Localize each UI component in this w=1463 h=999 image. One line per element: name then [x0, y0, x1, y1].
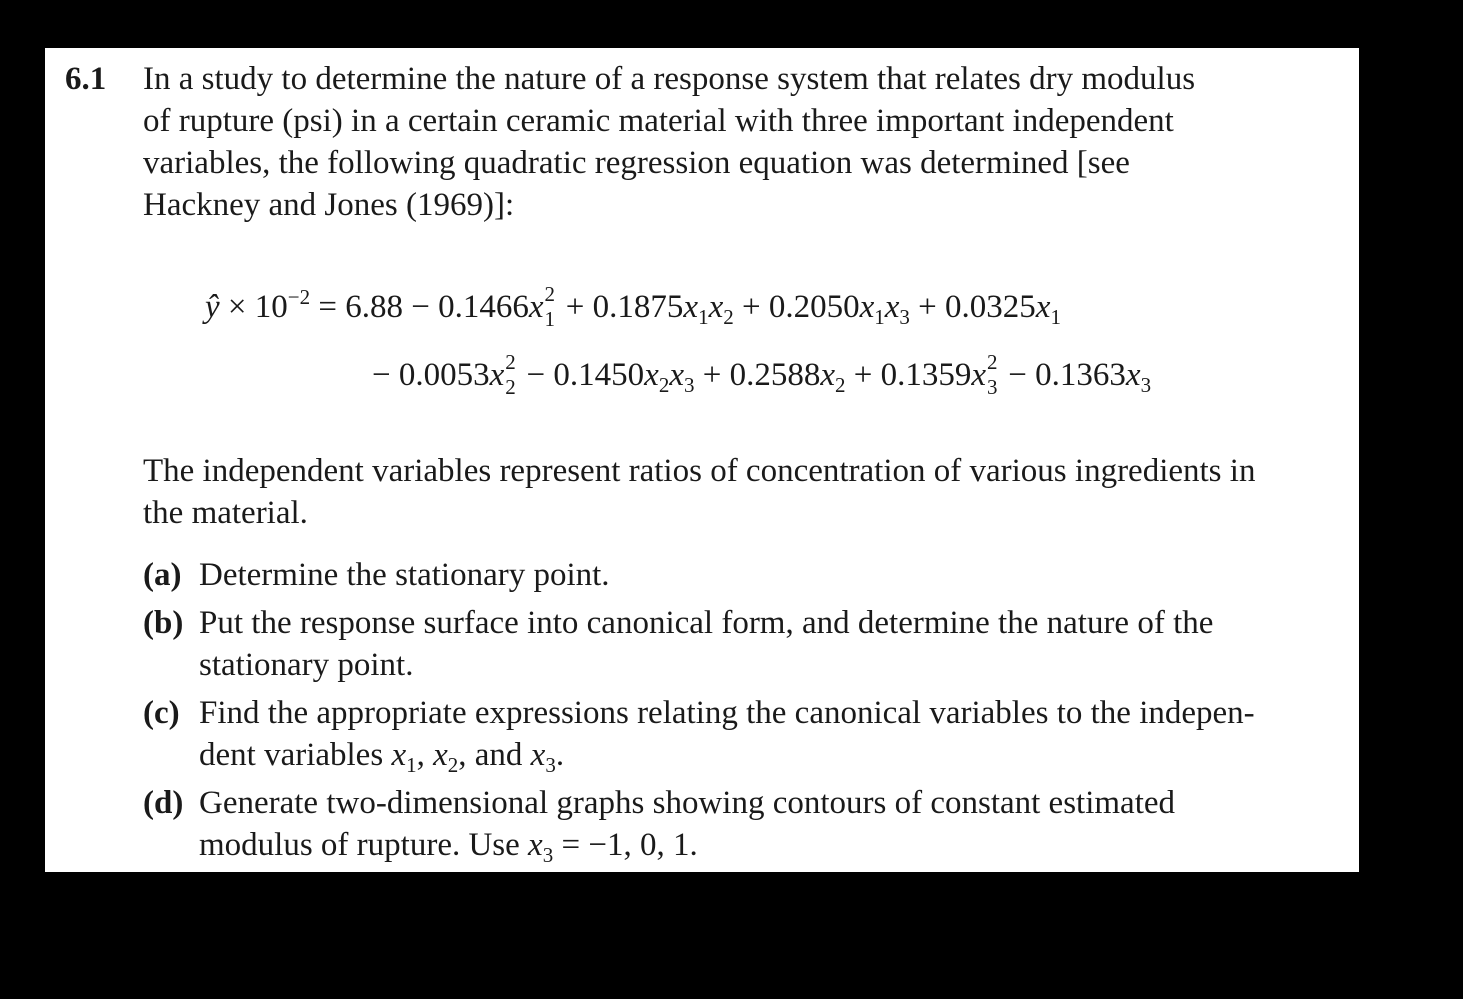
subscript: 2 — [835, 373, 846, 397]
equation-line-2 — [372, 350, 1152, 400]
coef-x1x3: 0.2050 — [768, 289, 860, 325]
subscript: 1 — [1050, 305, 1061, 329]
part-c-line-2 — [199, 734, 1291, 779]
y-hat: ŷ — [205, 289, 220, 325]
part-c-line-1: Find the appropriate expressions relating the canonical variables to the indepen- — [199, 695, 1255, 731]
intro-line-3: variables, the following quadratic regression equation was determined [see — [143, 145, 1130, 181]
part-d-prefix: modulus of rupture. Use — [199, 827, 520, 863]
coef-x1sq: 0.1466 — [438, 289, 529, 325]
comma: , — [458, 737, 467, 773]
equals-sign: = — [561, 827, 581, 863]
subscript: 1 — [874, 305, 885, 329]
coef-intercept: 6.88 — [345, 289, 403, 325]
part-d-line-2 — [199, 824, 1291, 869]
var-x: x — [820, 357, 835, 393]
part-c-prefix: dent variables — [199, 737, 384, 773]
var-x: x — [1125, 357, 1141, 393]
part-b-line-2: stationary point. — [199, 647, 414, 683]
sup-sub: 2 2 — [505, 350, 516, 400]
part-c-label: (c) — [143, 695, 180, 731]
coef-x1: 0.0325 — [945, 289, 1036, 325]
op: + — [565, 289, 585, 325]
var-x: x — [530, 737, 546, 773]
part-b-label: (b) — [143, 605, 184, 641]
var-x: x — [528, 827, 543, 863]
op: + — [918, 289, 937, 325]
power-base: 10 — [254, 289, 288, 325]
intro-line-1: In a study to determine the nature of a response system that relates dry modulus — [143, 61, 1196, 97]
op: − — [372, 357, 391, 393]
and-word: and — [474, 737, 523, 773]
subscript: 3 — [899, 305, 910, 329]
coef-x2sq: 0.0053 — [398, 357, 490, 393]
part-b-text — [199, 602, 1291, 686]
part-a-text: Determine the stationary point. — [199, 557, 610, 593]
var-x: x — [683, 289, 699, 325]
subscript: 1 — [698, 305, 709, 329]
coef-x3sq: 0.1359 — [880, 357, 972, 393]
op: − — [526, 357, 546, 393]
var-x: x — [433, 737, 448, 773]
subscript: 1 — [406, 753, 417, 777]
op: − — [411, 289, 430, 325]
closing-line-1: The independent variables represent ratios of concentration of various ingredients in — [143, 453, 1256, 489]
var-x: x — [644, 357, 659, 393]
part-d-label: (d) — [143, 785, 184, 821]
power-exponent: −2 — [287, 285, 311, 309]
sup-sub: 2 3 — [987, 350, 998, 400]
subscript: 3 — [683, 373, 695, 397]
part-d-text — [199, 782, 1291, 869]
comma: , — [416, 737, 425, 773]
coef-x2x3: 0.1450 — [553, 357, 645, 393]
op: − — [1008, 357, 1027, 393]
equation-line-1 — [205, 282, 1061, 332]
problem-number: 6.1 — [65, 61, 107, 97]
subscript: 2 — [658, 373, 670, 397]
part-d-line-1: Generate two-dimensional graphs showing contours of constant estimated — [199, 785, 1176, 821]
equals-sign: = — [318, 289, 337, 325]
problem-closing — [143, 450, 1290, 534]
problem-intro — [143, 58, 1290, 226]
coef-x1x2: 0.1875 — [592, 289, 684, 325]
var-x: x — [884, 289, 900, 325]
subscript: 2 — [723, 305, 734, 329]
part-c-text — [199, 692, 1291, 779]
intro-line-4: Hackney and Jones (1969)]: — [143, 187, 515, 223]
subscript: 3 — [1140, 373, 1152, 397]
closing-line-2: the material. — [143, 495, 308, 531]
var-x: x — [391, 737, 407, 773]
var-x: x — [1035, 289, 1051, 325]
subscript: 3 — [545, 753, 556, 777]
var-x: x — [859, 289, 875, 325]
op: + — [853, 357, 873, 393]
var-x: x — [528, 289, 544, 325]
var-x: x — [971, 357, 987, 393]
var-x: x — [669, 357, 684, 393]
var-x: x — [708, 289, 724, 325]
problem-page — [45, 48, 1359, 872]
part-a-label: (a) — [143, 557, 182, 593]
times-sign: × — [227, 289, 247, 325]
period: . — [555, 737, 565, 773]
intro-line-2: of rupture (psi) in a certain ceramic material with three important independent — [143, 103, 1174, 139]
subscript: 3 — [542, 843, 554, 867]
part-b-line-1: Put the response surface into canonical form, and determine the nature of the — [199, 605, 1214, 641]
coef-x3: 0.1363 — [1035, 357, 1126, 393]
op: + — [702, 357, 722, 393]
sup-sub: 2 1 — [544, 282, 556, 332]
op: + — [741, 289, 761, 325]
subscript: 2 — [447, 753, 459, 777]
var-x: x — [489, 357, 505, 393]
part-d-values: −1, 0, 1. — [588, 827, 698, 863]
coef-x2: 0.2588 — [729, 357, 821, 393]
